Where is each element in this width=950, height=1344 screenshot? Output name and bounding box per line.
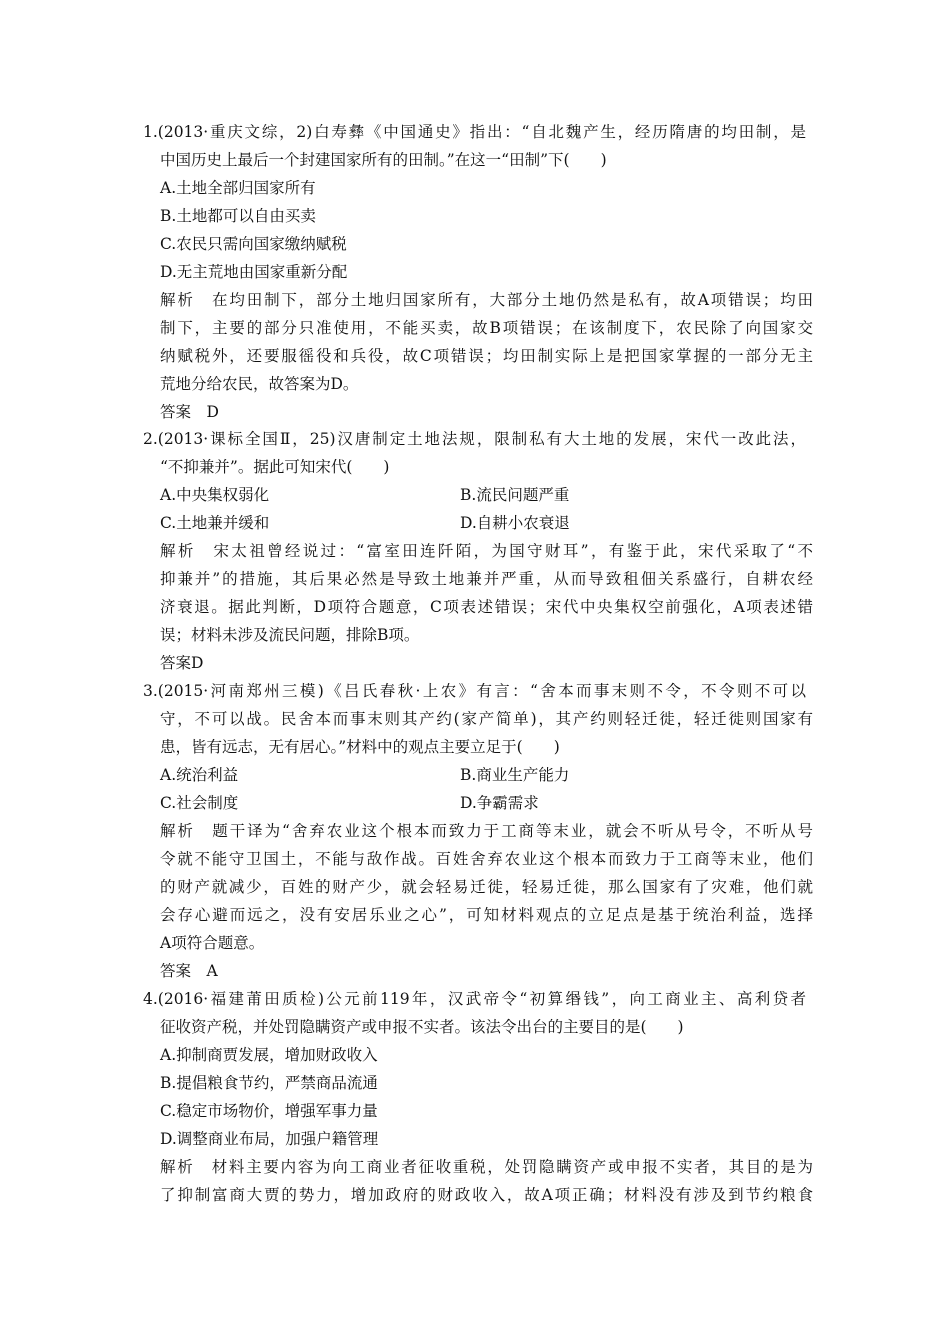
question-1-stem-line-2: 中国历史上最后一个封建国家所有的田制。”在这一“田制”下( ) <box>160 151 607 169</box>
question-1-analysis-line-1: 解析 在均田制下，部分土地归国家所有，大部分土地仍然是私有，故A项错误；均田 <box>160 291 813 309</box>
question-1-option-d: D.无主荒地由国家重新分配 <box>160 263 348 281</box>
question-3-analysis-line-4: 会存心避而远之，没有安居乐业之心”，可知材料观点的立足点是基于统治利益，选择 <box>160 906 813 924</box>
question-3-analysis-line-5: A项符合题意。 <box>160 934 265 952</box>
question-2-analysis-line-3: 济衰退。据此判断，D项符合题意，C项表述错误；宋代中央集权空前强化，A项表述错 <box>160 598 813 616</box>
question-1-answer: 答案 D <box>160 403 219 421</box>
question-2-option-c: C.土地兼并缓和 <box>160 514 270 532</box>
question-2-stem-line-1: 2.(2013·课标全国Ⅱ，25)汉唐制定土地法规，限制私有大土地的发展，宋代一改此法， <box>143 430 806 448</box>
question-3-option-b: B.商业生产能力 <box>460 766 570 784</box>
question-3-stem-line-1: 3.(2015·河南郑州三模)《吕氏春秋·上农》有言：“舍本而事末则不令，不令则不可以 <box>143 682 806 700</box>
question-3-option-d: D.争霸需求 <box>460 794 539 812</box>
question-3-analysis-line-3: 的财产就减少，百姓的财产少，就会轻易迁徙，轻易迁徙，那么国家有了灾难，他们就 <box>160 878 813 896</box>
question-4-option-d: D.调整商业布局，加强户籍管理 <box>160 1130 379 1148</box>
question-1-option-a: A.土地全部归国家所有 <box>160 179 316 197</box>
question-1-analysis-line-2: 制下，主要的部分只准使用，不能买卖，故B项错误；在该制度下，农民除了向国家交 <box>160 319 813 337</box>
question-2-option-b: B.流民问题严重 <box>460 486 570 504</box>
question-2-analysis-line-2: 抑兼并”的措施，其后果必然是导致土地兼并严重，从而导致租佃关系盛行，自耕农经 <box>160 570 813 588</box>
question-1-analysis-line-4: 荒地分给农民，故答案为D。 <box>160 375 359 393</box>
question-3-analysis-line-2: 令就不能守卫国土，不能与敌作战。百姓舍弃农业这个根本而致力于工商等末业，他们 <box>160 850 813 868</box>
question-1-stem-line-1: 1.(2013·重庆文综，2)白寿彝《中国通史》指出：“自北魏产生，经历隋唐的均田制，是 <box>143 123 806 141</box>
question-4-analysis-line-2: 了抑制富商大贾的势力，增加政府的财政收入，故A项正确；材料没有涉及到节约粮食 <box>160 1186 813 1204</box>
question-4-stem-line-2: 征收资产税，并处罚隐瞒资产或申报不实者。该法令出台的主要目的是( ) <box>160 1018 684 1036</box>
question-2-analysis-line-1: 解析 宋太祖曾经说过：“富室田连阡陌，为国守财耳”，有鉴于此，宋代采取了“不 <box>160 542 813 560</box>
question-1-option-c: C.农民只需向国家缴纳赋税 <box>160 235 347 253</box>
question-4-stem-line-1: 4.(2016·福建莆田质检)公元前119年，汉武帝令“初算缗钱”，向工商业主、高利贷者 <box>143 990 806 1008</box>
question-2-stem-line-2: “不抑兼并”。据此可知宋代( ) <box>160 458 390 476</box>
question-3-option-a: A.统治利益 <box>160 766 239 784</box>
question-2-answer: 答案D <box>160 654 204 672</box>
question-3-stem-line-2: 守，不可以战。民舍本而事末则其产约(家产简单)，其产约则轻迁徙，轻迁徙则国家有 <box>160 710 813 728</box>
question-3-answer: 答案 A <box>160 962 218 980</box>
question-1-analysis-line-3: 纳赋税外，还要服徭役和兵役，故C项错误；均田制实际上是把国家掌握的一部分无主 <box>160 347 813 365</box>
question-2-analysis-line-4: 误；材料未涉及流民问题，排除B项。 <box>160 626 420 644</box>
question-4-option-b: B.提倡粮食节约，严禁商品流通 <box>160 1074 378 1092</box>
question-2-option-a: A.中央集权弱化 <box>160 486 270 504</box>
question-1-option-b: B.土地都可以自由买卖 <box>160 207 316 225</box>
question-2-option-d: D.自耕小农衰退 <box>460 514 570 532</box>
question-3-option-c: C.社会制度 <box>160 794 239 812</box>
question-4-option-a: A.抑制商贾发展，增加财政收入 <box>160 1046 378 1064</box>
question-4-analysis-line-1: 解析 材料主要内容为向工商业者征收重税，处罚隐瞒资产或申报不实者，其目的是为 <box>160 1158 813 1176</box>
question-3-stem-line-3: 患，皆有远志，无有居心。”材料中的观点主要立足于( ) <box>160 738 560 756</box>
question-3-analysis-line-1: 解析 题干译为“舍弃农业这个根本而致力于工商等末业，就会不听从号令，不听从号 <box>160 822 813 840</box>
question-4-option-c: C.稳定市场物价，增强军事力量 <box>160 1102 378 1120</box>
